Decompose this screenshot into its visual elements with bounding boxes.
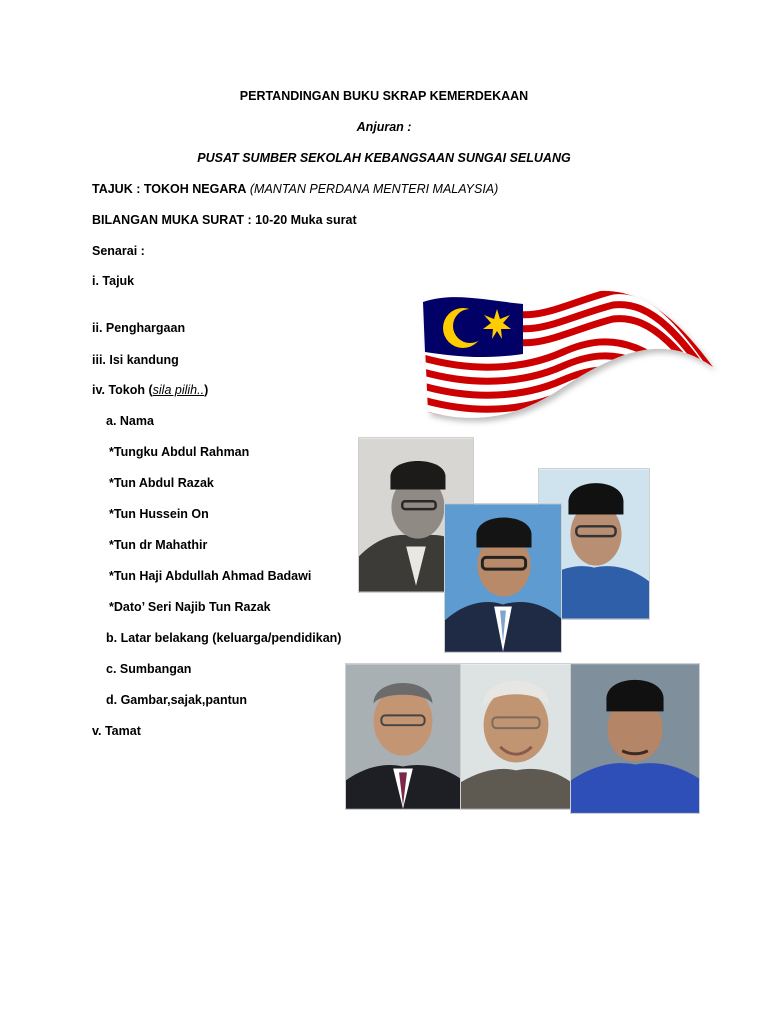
topic-note: (MANTAN PERDANA MENTERI MALAYSIA) — [249, 182, 499, 196]
topic-line — [92, 181, 498, 197]
figures-suffix: ) — [204, 383, 209, 397]
document-title: PERTANDINGAN BUKU SKRAP KEMERDEKAAN — [239, 89, 529, 103]
topic-label: TAJUK : TOKOH NEGARA — [92, 182, 247, 196]
name-item: *Dato’ Seri Najib Tun Razak — [109, 600, 271, 614]
portrait-tun-abdul-razak — [444, 503, 562, 653]
name-item: *Tun Hussein On — [109, 507, 209, 521]
portrait-tun-dr-mahathir — [460, 663, 572, 810]
name-item: *Tun dr Mahathir — [109, 538, 208, 552]
organizer-name: PUSAT SUMBER SEKOLAH KEBANGSAAN SUNGAI SELUANG — [197, 151, 571, 165]
organizer-label: Anjuran : — [356, 120, 412, 134]
portrait-abdullah-ahmad-badawi — [570, 663, 700, 814]
name-item: *Tungku Abdul Rahman — [109, 445, 250, 459]
figures-prefix: iv. Tokoh ( — [92, 383, 153, 397]
list-item-figures — [92, 382, 208, 398]
sub-item-pictures: d. Gambar,sajak,pantun — [106, 693, 248, 707]
sub-item-name: a. Nama — [106, 414, 154, 428]
name-item: *Tun Haji Abdullah Ahmad Badawi — [109, 569, 312, 583]
list-item-title: i. Tajuk — [92, 274, 135, 288]
portrait-najib-tun-razak — [345, 663, 461, 810]
malaysia-flag-icon — [413, 272, 725, 432]
list-item-acknowledgement: ii. Penghargaan — [92, 321, 186, 335]
figures-choose-link: sila pilih.. — [152, 383, 205, 397]
list-item-end: v. Tamat — [92, 724, 141, 738]
list-heading: Senarai : — [92, 244, 145, 258]
sub-item-contribution: c. Sumbangan — [106, 662, 192, 676]
name-item: *Tun Abdul Razak — [109, 476, 214, 490]
page-count: BILANGAN MUKA SURAT : 10-20 Muka surat — [92, 213, 357, 227]
list-item-contents: iii. Isi kandung — [92, 353, 179, 367]
sub-item-background: b. Latar belakang (keluarga/pendidikan) — [106, 631, 342, 645]
